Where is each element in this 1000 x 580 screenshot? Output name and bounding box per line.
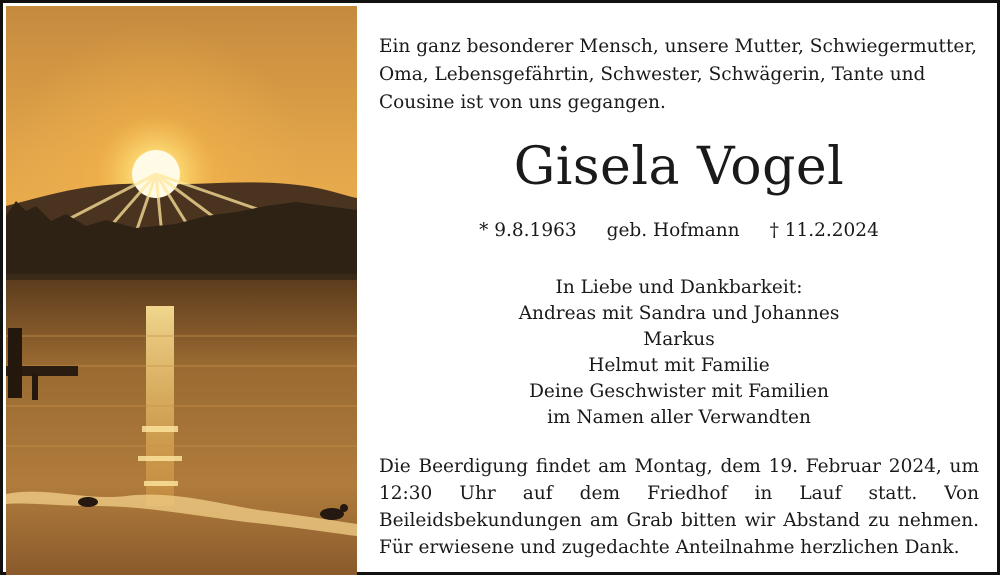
mourner-line: Helmut mit Familie	[588, 355, 770, 376]
life-dates	[379, 217, 979, 245]
mourner-line: Deine Geschwister mit Familien	[529, 381, 829, 402]
mourners-heading: In Liebe und Dankbarkeit:	[555, 277, 803, 298]
intro-text: Ein ganz besonderer Mensch, unsere Mutter, Schwiegermutter, Oma, Lebensgefährtin, Schwester, Schwägerin, Tante und Cousine ist von uns gegangen.	[379, 36, 978, 113]
funeral-notice: Die Beerdigung findet am Montag, dem 19. Februar 2024, um 12:30 Uhr auf dem Friedhof in Lauf statt. Von Beileidsbekundungen am Grab bitten wir Abstand zu nehmen. Für erwiesene und zugedachte Anteilnahme herzlichen Dank.	[379, 456, 979, 558]
mourners-list	[379, 275, 979, 431]
death-date: † 11.2.2024	[769, 220, 879, 241]
sunset-lake-photo	[6, 6, 357, 575]
deceased-name: Gisela Vogel	[513, 137, 845, 197]
obituary-text	[379, 33, 979, 580]
mourner-line: im Namen aller Verwandten	[547, 407, 811, 428]
birth-date: * 9.8.1963	[479, 220, 577, 241]
mourner-line: Andreas mit Sandra und Johannes	[518, 303, 840, 324]
mourner-line: Markus	[643, 329, 715, 350]
maiden-name: geb. Hofmann	[606, 220, 740, 241]
